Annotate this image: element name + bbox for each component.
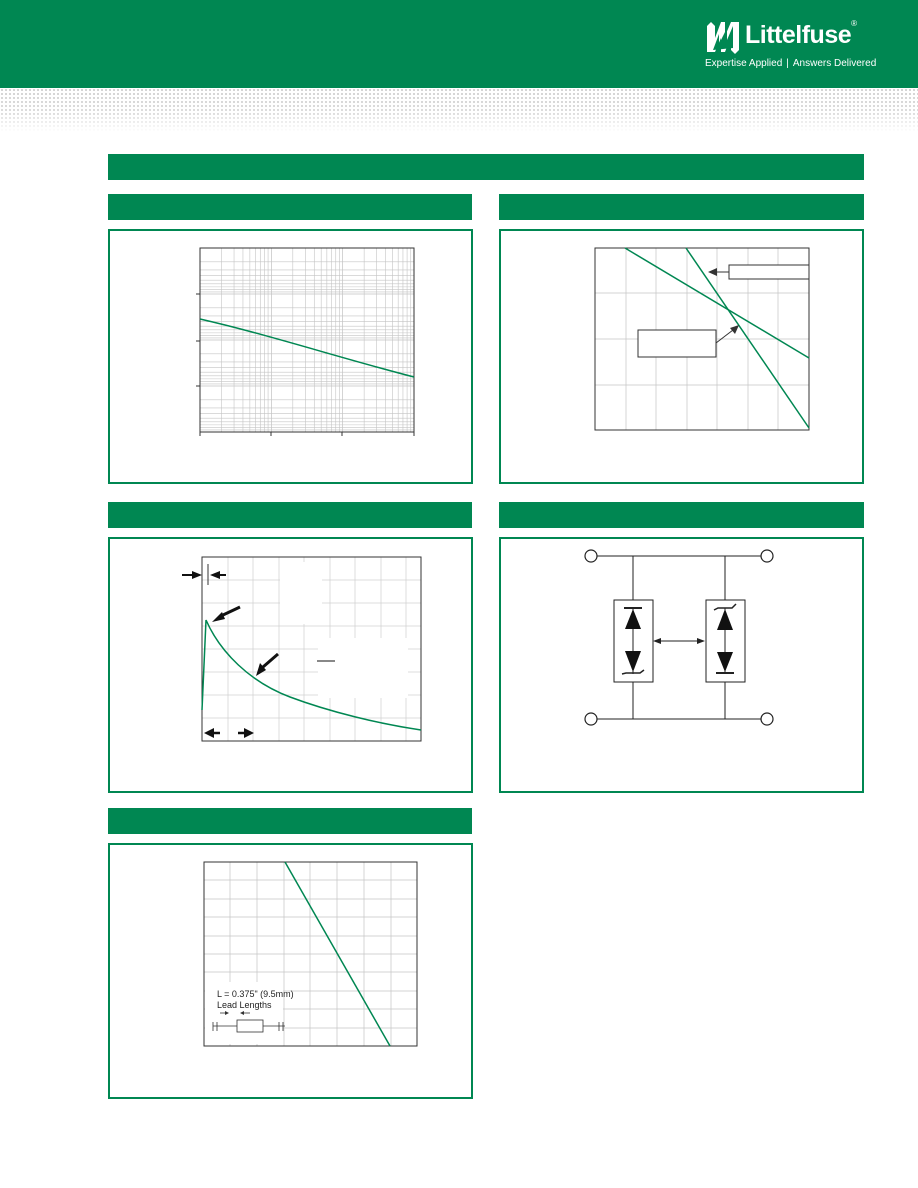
terminal-top-right (761, 550, 773, 562)
figure2-arrow-left-icon (708, 268, 717, 276)
logo-wordmark: Littelfuse® (745, 18, 857, 49)
terminal-bottom-left (585, 713, 597, 725)
figure1-log-chart (190, 240, 425, 440)
section-header-bar (108, 154, 864, 180)
terminal-bottom-right (761, 713, 773, 725)
figure2-chart (590, 242, 815, 437)
figure2-label-box-upper (729, 265, 809, 279)
figure2-arrow-upright-icon (730, 325, 739, 334)
figure3-span-arrow-right-icon (244, 728, 254, 738)
double-arrow-right-icon (697, 638, 705, 644)
figure3-span-arrow-left-icon (204, 728, 214, 738)
figure5-title-bar (108, 808, 472, 834)
lead-lengths-text: Lead Lengths (217, 1000, 272, 1010)
figure2-label-box-lower (638, 330, 716, 357)
figure3-title-bar (108, 502, 472, 528)
figure3-arrow-left-icon (210, 571, 220, 579)
double-arrow-left-icon (653, 638, 661, 644)
figure5-derating-chart (195, 856, 430, 1056)
logo-tagline: Expertise Applied | Answers Delivered (705, 58, 877, 69)
logo-bolt-icon (705, 20, 741, 54)
figure4-circuit-diagram (580, 546, 780, 731)
figure3-pulse-chart (180, 552, 428, 747)
figure4-title-bar (499, 502, 864, 528)
littelfuse-logo[interactable] (705, 18, 877, 72)
figure3-arrow-right-icon (192, 571, 202, 579)
figure2-title-bar (499, 194, 864, 220)
lead-length-label: L = 0.375" (9.5mm) (217, 989, 294, 999)
figure1-curve (200, 319, 414, 377)
figure1-title-bar (108, 194, 472, 220)
terminal-top-left (585, 550, 597, 562)
